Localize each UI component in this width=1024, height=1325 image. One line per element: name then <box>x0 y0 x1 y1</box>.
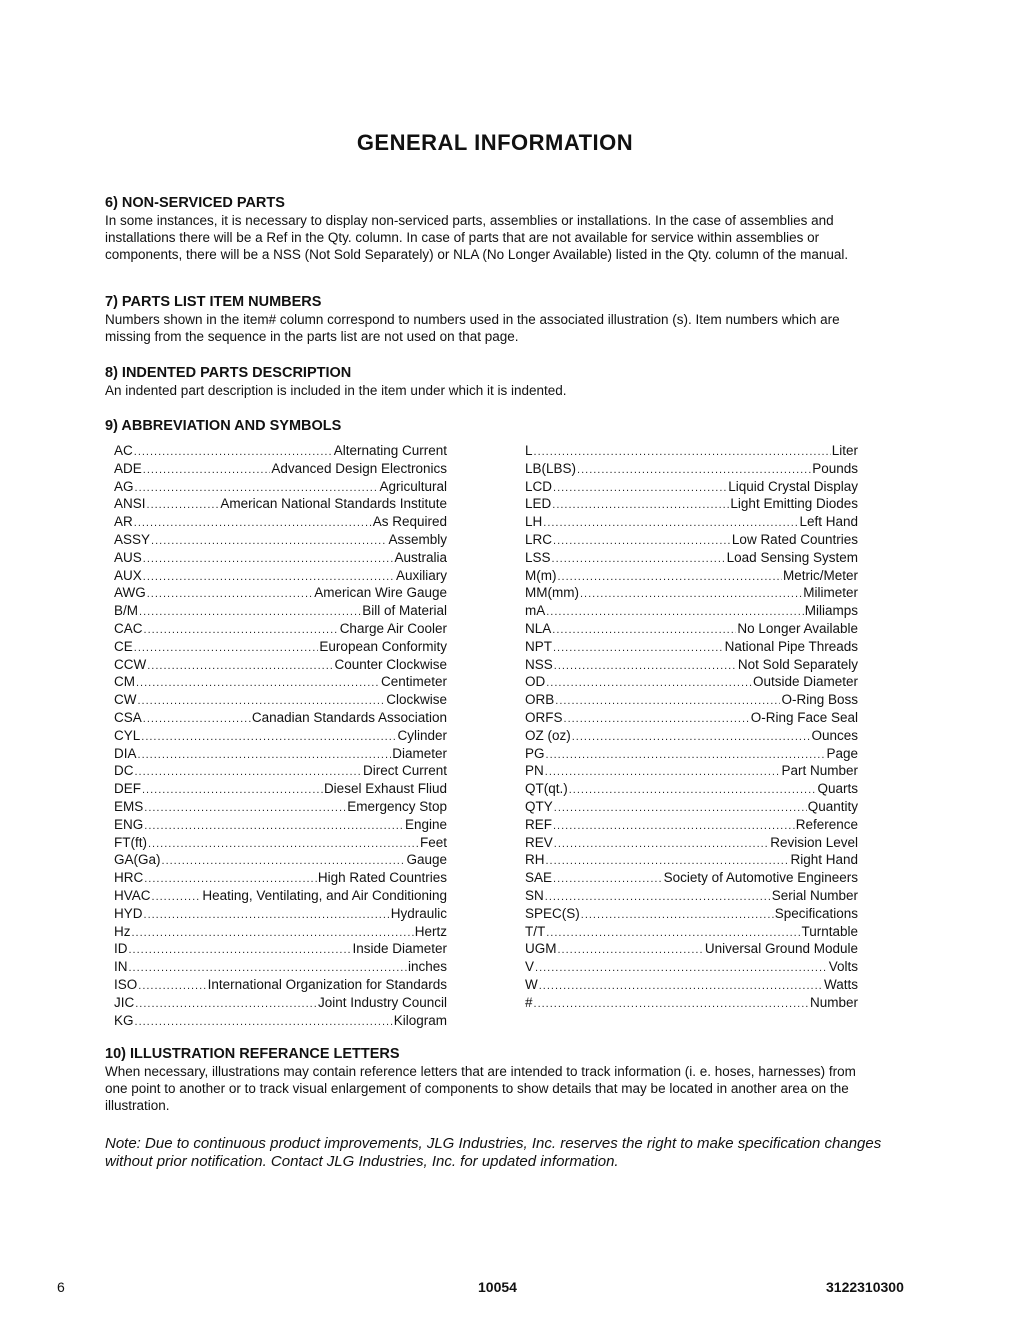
abbreviation-row <box>114 780 447 798</box>
abbreviation-term: ID <box>114 941 128 957</box>
abbreviation-meaning: Low Rated Countries <box>731 531 858 547</box>
abbreviation-term: JIC <box>114 994 135 1010</box>
abbreviation-term: GA(Ga) <box>114 852 161 868</box>
abbreviation-row <box>525 940 858 958</box>
section-illustration-reference-letters <box>105 1046 870 1114</box>
abbreviation-meaning: Joint Industry Council <box>317 994 447 1010</box>
abbreviation-row <box>525 905 858 923</box>
abbreviation-row <box>114 442 447 460</box>
abbreviation-term: SAE <box>525 870 553 886</box>
abbreviation-meaning: Miliamps <box>804 603 858 619</box>
abbreviation-meaning: Emergency Stop <box>347 798 447 814</box>
section-heading: 10) ILLUSTRATION REFERANCE LETTERS <box>105 1046 400 1062</box>
abbreviation-row <box>114 976 447 994</box>
abbreviation-meaning: Right Hand <box>790 852 858 868</box>
dot-leader <box>553 480 727 498</box>
abbreviation-term: # <box>525 994 533 1010</box>
abbreviation-term: REF <box>525 816 552 832</box>
abbreviation-meaning: International Organization for Standards <box>207 976 447 992</box>
abbreviation-term: NSS <box>525 656 553 672</box>
abbreviation-term: NLA <box>525 620 552 636</box>
abbreviation-meaning: Cylinder <box>397 727 447 743</box>
abbreviation-meaning: Bill of Material <box>362 603 447 619</box>
abbreviation-meaning: Liter <box>831 443 858 458</box>
section-heading: 8) INDENTED PARTS DESCRIPTION <box>105 365 352 381</box>
dot-leader <box>147 586 313 604</box>
abbreviation-term: CE <box>114 638 133 654</box>
abbreviation-meaning: American National Standards Institute <box>220 496 447 512</box>
abbreviation-row <box>525 691 858 709</box>
abbreviation-term: SN <box>525 887 544 903</box>
abbreviation-meaning: Specifications <box>774 905 858 921</box>
abbreviation-meaning: Kilogram <box>393 1012 447 1028</box>
dot-leader <box>144 907 390 925</box>
dot-leader <box>141 729 396 747</box>
disclaimer-note: Note: Due to continuous product improvements, JLG Industries, Inc. reserves the right to make specification changes without prior notification. Contact JLG Industries, Inc. for updated information. <box>105 1135 882 1170</box>
dot-leader <box>545 764 781 782</box>
abbreviation-row <box>525 673 858 691</box>
abbreviation-term: L <box>525 443 533 458</box>
abbreviation-meaning: Metric/Meter <box>782 567 858 583</box>
abbreviation-term: ORB <box>525 692 555 708</box>
dot-leader <box>135 1014 393 1032</box>
abbreviation-term: CSA <box>114 709 142 725</box>
abbreviation-meaning: Diameter <box>392 745 447 761</box>
abbreviation-term: OZ (oz) <box>525 727 571 743</box>
abbreviation-term: LRC <box>525 531 553 547</box>
dot-leader <box>152 889 202 907</box>
abbreviation-term: ENG <box>114 816 144 832</box>
abbreviation-meaning: Hydraulic <box>390 905 447 921</box>
dot-leader <box>143 711 251 729</box>
abbreviation-meaning: As Required <box>372 514 447 530</box>
section-parts-list-item-numbers <box>105 294 870 345</box>
dot-leader <box>138 747 392 765</box>
abbreviation-list-left <box>114 442 447 1029</box>
dot-leader <box>136 675 380 693</box>
abbreviation-term: UGM <box>525 941 557 957</box>
dot-leader <box>148 836 419 854</box>
abbreviation-term: QT(qt.) <box>525 781 568 797</box>
dot-leader <box>546 675 752 693</box>
dot-leader <box>554 658 737 676</box>
abbreviation-meaning: High Rated Countries <box>317 870 447 886</box>
dot-leader <box>147 658 333 676</box>
abbreviation-row <box>525 762 858 780</box>
abbreviation-row <box>525 460 858 478</box>
abbreviation-term: ASSY <box>114 531 151 547</box>
abbreviation-meaning: Society of Automotive Engineers <box>663 870 858 886</box>
abbreviation-row <box>114 905 447 923</box>
abbreviation-meaning: Advanced Design Electronics <box>271 460 447 476</box>
document-number: 10054 <box>478 1279 517 1295</box>
abbreviation-term: AUS <box>114 549 142 565</box>
abbreviation-term: W <box>525 976 538 992</box>
abbreviation-term: CCW <box>114 656 147 672</box>
abbreviation-term: AG <box>114 478 134 494</box>
abbreviation-meaning: Agricultural <box>379 478 447 494</box>
abbreviation-term: IN <box>114 959 128 975</box>
abbreviation-meaning: Australia <box>394 549 447 565</box>
abbreviation-meaning: Number <box>809 994 858 1010</box>
abbreviation-row <box>525 923 858 941</box>
dot-leader <box>555 693 780 711</box>
abbreviation-row <box>525 851 858 869</box>
abbreviation-meaning: Clockwise <box>386 692 447 708</box>
dot-leader <box>134 640 319 658</box>
section-heading: 7) PARTS LIST ITEM NUMBERS <box>105 294 322 310</box>
abbreviation-row <box>525 816 858 834</box>
abbreviation-term: REV <box>525 834 553 850</box>
abbreviation-row <box>525 958 858 976</box>
section-body: When necessary, illustrations may contain reference letters that are intended to track information (i. e. hoses, harnesses) from one point to another or to track visual enlargement of components to show details that may be located in another area on the illustration. <box>105 1064 856 1113</box>
dot-leader <box>144 818 404 836</box>
abbreviation-term: RH <box>525 852 545 868</box>
abbreviation-row <box>114 513 447 531</box>
abbreviation-list-right <box>525 442 858 1012</box>
abbreviation-row <box>114 1012 447 1030</box>
abbreviation-term: Hz <box>114 923 131 939</box>
section-body: An indented part description is included in the item under which it is indented. <box>105 383 567 398</box>
abbreviation-row <box>525 584 858 602</box>
page-title: GENERAL INFORMATION <box>356 130 634 155</box>
abbreviation-row <box>525 602 858 620</box>
abbreviation-meaning: Pounds <box>812 460 858 476</box>
abbreviation-row <box>525 638 858 656</box>
abbreviation-term: AR <box>114 514 133 530</box>
dot-leader <box>554 800 807 818</box>
abbreviation-meaning: European Conformity <box>319 638 447 654</box>
abbreviation-meaning: Quantity <box>807 798 858 814</box>
abbreviation-term: AWG <box>114 585 146 601</box>
abbreviation-meaning: No Longer Available <box>737 620 858 636</box>
abbreviation-row <box>525 994 858 1012</box>
abbreviation-meaning: Liquid Crystal Display <box>728 478 858 494</box>
abbreviation-row <box>114 851 447 869</box>
abbreviation-row <box>525 442 858 460</box>
abbreviation-meaning: Diesel Exhaust Fliud <box>323 781 447 797</box>
abbreviation-meaning: National Pipe Threads <box>724 638 858 654</box>
abbreviation-row <box>114 584 447 602</box>
abbreviation-row <box>525 976 858 994</box>
abbreviation-meaning: Light Emitting Diodes <box>730 496 858 512</box>
dot-leader <box>557 569 782 587</box>
dot-leader <box>539 978 823 996</box>
abbreviation-row <box>114 567 447 585</box>
abbreviation-row <box>525 531 858 549</box>
abbreviation-meaning: Outside Diameter <box>752 674 858 690</box>
abbreviation-meaning: Canadian Standards Association <box>251 709 447 725</box>
abbreviation-meaning: Revision Level <box>770 834 858 850</box>
abbreviation-meaning: O-Ring Boss <box>781 692 858 708</box>
abbreviation-row <box>114 923 447 941</box>
abbreviation-term: CW <box>114 692 137 708</box>
abbreviation-term: ADE <box>114 460 142 476</box>
abbreviation-term: KG <box>114 1012 134 1028</box>
abbreviation-meaning: Inside Diameter <box>352 941 447 957</box>
abbreviation-term: QTY <box>525 798 553 814</box>
section-heading: 6) NON-SERVICED PARTS <box>105 195 285 211</box>
abbreviation-meaning: Auxiliary <box>395 567 447 583</box>
dot-leader <box>558 942 704 960</box>
abbreviation-meaning: Hertz <box>414 923 447 939</box>
section-heading: 9) ABBREVIATION AND SYMBOLS <box>105 418 342 434</box>
manual-number: 3122310300 <box>826 1279 904 1295</box>
abbreviation-meaning: Engine <box>404 816 447 832</box>
abbreviation-row <box>114 656 447 674</box>
abbreviation-term: CYL <box>114 727 141 743</box>
abbreviation-term: T/T <box>525 923 546 939</box>
abbreviation-term: CM <box>114 674 135 690</box>
abbreviation-meaning: Universal Ground Module <box>704 941 858 957</box>
abbreviation-row <box>114 691 447 709</box>
abbreviation-meaning: Turntable <box>801 923 858 939</box>
abbreviation-row <box>525 656 858 674</box>
abbreviation-meaning: Counter Clockwise <box>334 656 447 672</box>
abbreviation-meaning: Alternating Current <box>333 443 447 458</box>
abbreviation-term: LSS <box>525 549 551 565</box>
abbreviation-meaning: inches <box>407 959 447 975</box>
abbreviation-row <box>525 478 858 496</box>
abbreviation-term: HYD <box>114 905 143 921</box>
dot-leader <box>553 640 724 658</box>
abbreviation-row <box>525 620 858 638</box>
abbreviation-row <box>525 745 858 763</box>
abbreviation-meaning: Left Hand <box>799 514 858 530</box>
dot-leader <box>143 462 271 480</box>
abbreviation-term: LED <box>525 496 552 512</box>
abbreviation-term: LB(LBS) <box>525 460 577 476</box>
abbreviation-row <box>114 834 447 852</box>
abbreviation-term: ISO <box>114 976 138 992</box>
abbreviation-meaning: Quarts <box>817 781 858 797</box>
abbreviation-row <box>114 816 447 834</box>
abbreviation-meaning: Direct Current <box>362 763 447 779</box>
abbreviation-term: CAC <box>114 620 143 636</box>
abbreviation-row <box>525 798 858 816</box>
abbreviation-row <box>525 709 858 727</box>
abbreviation-row <box>114 994 447 1012</box>
abbreviation-meaning: Page <box>826 745 858 761</box>
abbreviation-term: ANSI <box>114 496 146 512</box>
dot-leader <box>134 515 372 533</box>
abbreviation-meaning: Feet <box>419 834 447 850</box>
abbreviation-term: PN <box>525 763 544 779</box>
dot-leader <box>552 622 736 640</box>
abbreviation-meaning: Ounces <box>811 727 858 743</box>
abbreviation-row <box>114 673 447 691</box>
abbreviation-meaning: American Wire Gauge <box>314 585 447 601</box>
abbreviation-term: OD <box>525 674 546 690</box>
abbreviation-term: AC <box>114 443 133 458</box>
dot-leader <box>553 818 795 836</box>
abbreviation-term: LCD <box>525 478 553 494</box>
abbreviation-row <box>525 549 858 567</box>
dot-leader <box>151 533 387 551</box>
abbreviation-meaning: Not Sold Separately <box>737 656 858 672</box>
dot-leader <box>572 729 811 747</box>
abbreviation-row <box>114 869 447 887</box>
dot-leader <box>580 586 802 604</box>
abbreviation-meaning: Heating, Ventilating, and Air Conditioning <box>202 887 447 903</box>
abbreviation-row <box>114 940 447 958</box>
abbreviation-row <box>114 495 447 513</box>
abbreviation-term: M(m) <box>525 567 557 583</box>
dot-leader <box>144 622 339 640</box>
abbreviation-row <box>525 727 858 745</box>
abbreviation-row <box>114 531 447 549</box>
abbreviation-row <box>114 638 447 656</box>
abbreviation-term: MM(mm) <box>525 585 579 601</box>
abbreviation-term: HRC <box>114 870 144 886</box>
section-non-serviced-parts <box>105 195 870 263</box>
abbreviation-term: DEF <box>114 781 141 797</box>
dot-leader <box>129 942 352 960</box>
abbreviation-meaning: Milimeter <box>803 585 858 601</box>
abbreviation-term: DC <box>114 763 134 779</box>
abbreviation-row <box>525 869 858 887</box>
dot-leader <box>138 978 206 996</box>
dot-leader <box>552 497 729 515</box>
dot-leader <box>135 996 317 1014</box>
abbreviation-meaning: Part Number <box>781 763 858 779</box>
abbreviation-term: V <box>525 959 535 975</box>
dot-leader <box>143 551 394 569</box>
abbreviation-row <box>114 709 447 727</box>
abbreviation-row <box>114 478 447 496</box>
abbreviation-term: HVAC <box>114 887 151 903</box>
dot-leader <box>534 996 809 1014</box>
dot-leader <box>554 836 769 854</box>
abbreviation-term: FT(ft) <box>114 834 147 850</box>
abbreviation-row <box>525 780 858 798</box>
dot-leader <box>553 533 731 551</box>
abbreviation-row <box>525 513 858 531</box>
abbreviation-term: SPEC(S) <box>525 905 580 921</box>
section-abbreviations <box>105 418 870 435</box>
abbreviation-meaning: Volts <box>828 959 858 975</box>
abbreviation-term: PG <box>525 745 545 761</box>
abbreviation-row <box>114 549 447 567</box>
abbreviation-row <box>114 798 447 816</box>
page-number: 6 <box>57 1279 65 1295</box>
dot-leader <box>144 800 346 818</box>
dot-leader <box>534 444 831 462</box>
dot-leader <box>581 907 774 925</box>
abbreviation-meaning: Watts <box>823 976 858 992</box>
section-body: Numbers shown in the item# column correspond to numbers used in the associated illustration (s). Item numbers which are missing from the sequence in the parts list are not used on that page. <box>105 312 840 344</box>
abbreviation-term: NPT <box>525 638 552 654</box>
dot-leader <box>569 782 817 800</box>
abbreviation-meaning: Charge Air Cooler <box>339 620 447 636</box>
abbreviation-row <box>525 495 858 513</box>
abbreviation-row <box>525 834 858 852</box>
abbreviation-meaning: Serial Number <box>771 887 858 903</box>
abbreviation-term: B/M <box>114 603 139 619</box>
abbreviation-term: DIA <box>114 745 137 761</box>
dot-leader <box>142 782 323 800</box>
abbreviation-term: ORFS <box>525 709 563 725</box>
dot-leader <box>564 711 750 729</box>
abbreviation-row <box>114 887 447 905</box>
section-body: In some instances, it is necessary to display non-serviced parts, assemblies or installations. In the case of assemblies and installations there will be a Ref in the Qty. column. In case of parts that are not available for service within assemblies or components, there will be a NSS (Not Sold Separately) or NLA (No Longer Available) listed in the Qty. column of the manual. <box>105 213 849 262</box>
abbreviation-row <box>114 958 447 976</box>
abbreviation-row <box>114 762 447 780</box>
section-indented-parts-description <box>105 365 870 399</box>
abbreviation-term: LH <box>525 514 543 530</box>
abbreviation-row <box>525 567 858 585</box>
abbreviation-row <box>114 727 447 745</box>
abbreviation-meaning: Assembly <box>388 531 447 547</box>
abbreviation-row <box>114 620 447 638</box>
abbreviation-term: mA <box>525 603 546 619</box>
dot-leader <box>147 497 220 515</box>
abbreviation-term: AUX <box>114 567 142 583</box>
abbreviation-meaning: Load Sensing System <box>726 549 858 565</box>
abbreviation-row <box>114 460 447 478</box>
dot-leader <box>552 551 726 569</box>
abbreviation-row <box>114 602 447 620</box>
abbreviation-meaning: O-Ring Face Seal <box>750 709 858 725</box>
dot-leader <box>139 604 361 622</box>
dot-leader <box>535 960 828 978</box>
abbreviation-row <box>525 887 858 905</box>
dot-leader <box>553 871 663 889</box>
abbreviation-row <box>114 745 447 763</box>
abbreviation-meaning: Reference <box>795 816 858 832</box>
abbreviation-meaning: Gauge <box>406 852 447 868</box>
abbreviation-term: EMS <box>114 798 144 814</box>
abbreviation-meaning: Centimeter <box>380 674 447 690</box>
